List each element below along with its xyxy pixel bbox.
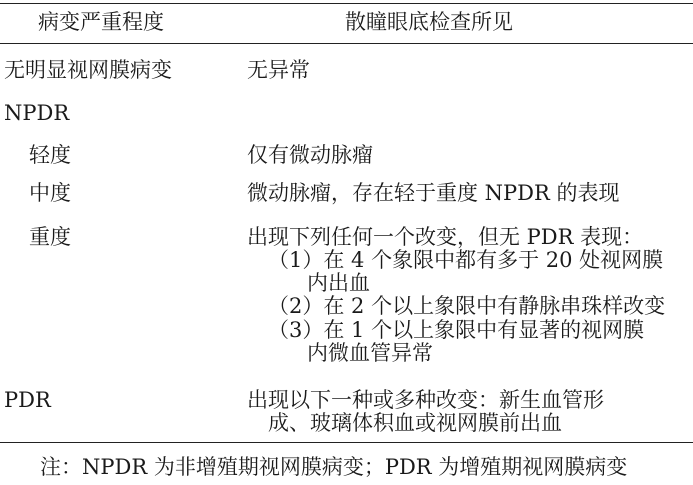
row-finding: 出现以下一种或多种改变：新生血管形 bbox=[247, 388, 604, 412]
header-severity: 病变严重程度 bbox=[38, 10, 164, 34]
table-footnote: 注：NPDR 为非增殖期视网膜病变；PDR 为增殖期视网膜病变 bbox=[40, 455, 628, 479]
row-finding: （2）在 2 个以上象限中有静脉串珠样改变 bbox=[268, 294, 666, 318]
table-top-rule bbox=[0, 3, 693, 4]
table-bottom-rule bbox=[0, 442, 693, 443]
row-finding: 成、玻璃体积血或视网膜前出血 bbox=[268, 411, 562, 435]
row-finding: 内出血 bbox=[307, 271, 370, 295]
row-severity: 轻度 bbox=[29, 143, 71, 167]
row-severity: 无明显视网膜病变 bbox=[4, 58, 172, 82]
row-finding: 微动脉瘤，存在轻于重度 NPDR 的表现 bbox=[247, 181, 620, 205]
row-finding: （1）在 4 个象限中都有多于 20 处视网膜 bbox=[268, 248, 664, 272]
row-finding: （3）在 1 个以上象限中有显著的视网膜 bbox=[268, 318, 645, 342]
row-finding: 出现下列任何一个改变，但无 PDR 表现： bbox=[247, 225, 644, 249]
row-finding: 仅有微动脉瘤 bbox=[247, 143, 373, 167]
row-finding: 内微血管异常 bbox=[307, 341, 433, 365]
header-findings: 散瞳眼底检查所见 bbox=[345, 10, 513, 34]
table-header-rule bbox=[0, 43, 693, 44]
row-severity: 重度 bbox=[29, 225, 71, 249]
row-severity: PDR bbox=[4, 388, 51, 412]
row-finding: 无异常 bbox=[247, 58, 310, 82]
row-severity: NPDR bbox=[4, 101, 70, 125]
row-severity: 中度 bbox=[29, 181, 71, 205]
